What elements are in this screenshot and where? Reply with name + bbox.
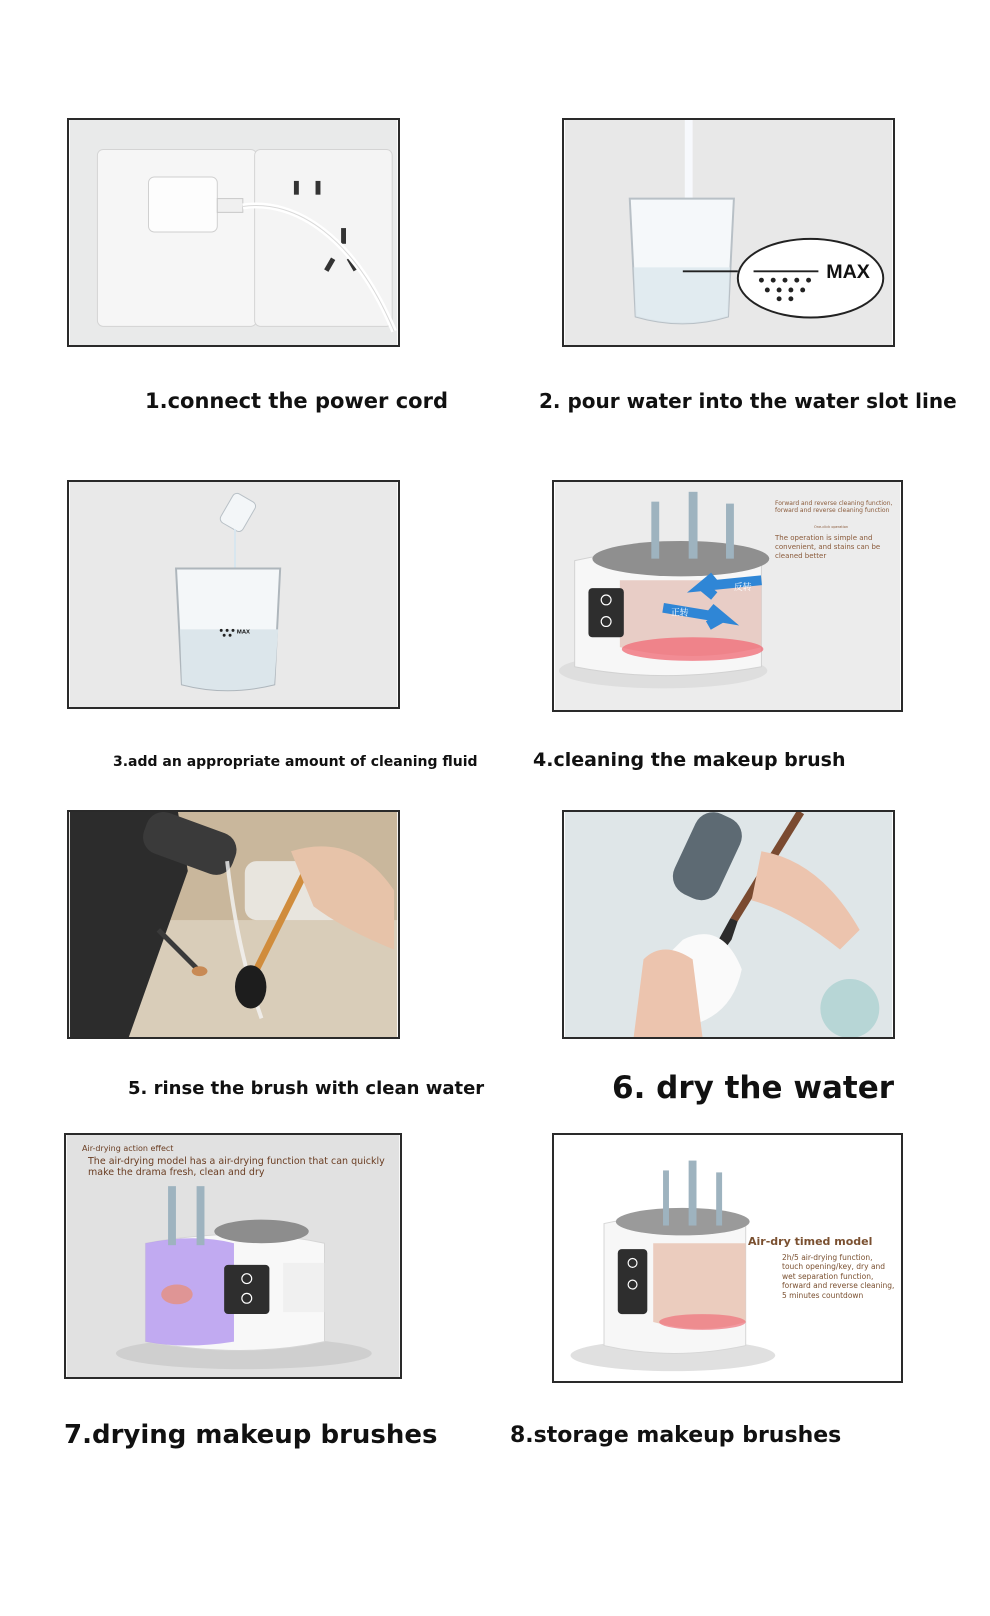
feature-subtitle: One-click operation (814, 525, 849, 529)
storage-heading: Air-dry timed model (748, 1235, 873, 1248)
power-outlet-illustration (69, 120, 398, 345)
step-4-caption: 4.cleaning the makeup brush (533, 749, 846, 771)
step-1-image (67, 118, 400, 347)
step-5-image (67, 810, 400, 1039)
step-2-caption: 2. pour water into the water slot line (539, 389, 957, 413)
arrow-forward-label: 正转 (670, 608, 689, 619)
step-6-caption: 6. dry the water (612, 1070, 895, 1106)
step-4-image (552, 480, 903, 712)
rinse-brush-illustration (69, 812, 398, 1037)
step-1-caption: 1.connect the power cord (145, 389, 448, 413)
max-label: MAX (826, 261, 870, 284)
max-label: MAX (236, 629, 251, 636)
drying-body: The air-drying model has a air-drying function that can quickly make the drama fresh, clean and dry (88, 1156, 385, 1178)
drying-heading: Air-drying action effect (82, 1144, 174, 1153)
step-2-image (562, 118, 895, 347)
step-8-image (552, 1133, 903, 1383)
dry-brush-illustration (564, 812, 893, 1037)
fluid-glass-illustration (69, 482, 398, 707)
step-7-caption: 7.drying makeup brushes (64, 1420, 438, 1450)
cleaning-device-illustration (554, 482, 901, 710)
step-6-image (562, 810, 895, 1039)
feature-body: The operation is simple and convenient, and stains can be cleaned better (775, 534, 881, 560)
step-7-image (64, 1133, 402, 1379)
step-3-caption: 3.add an appropriate amount of cleaning fluid (113, 754, 478, 770)
arrow-reverse-label: 反转 (733, 583, 752, 594)
water-glass-illustration (564, 120, 893, 345)
feature-title: Forward and reverse cleaning function, forward and reverse cleaning function (775, 500, 893, 515)
step-3-image (67, 480, 400, 709)
step-5-caption: 5. rinse the brush with clean water (128, 1078, 485, 1099)
storage-body: 2h/5 air-drying function, touch opening/key, dry and wet separation function, forward and reverse cleaning, 5 minutes countdown (782, 1253, 895, 1300)
control-panel-icon (224, 1265, 269, 1314)
step-8-caption: 8.storage makeup brushes (510, 1423, 842, 1448)
